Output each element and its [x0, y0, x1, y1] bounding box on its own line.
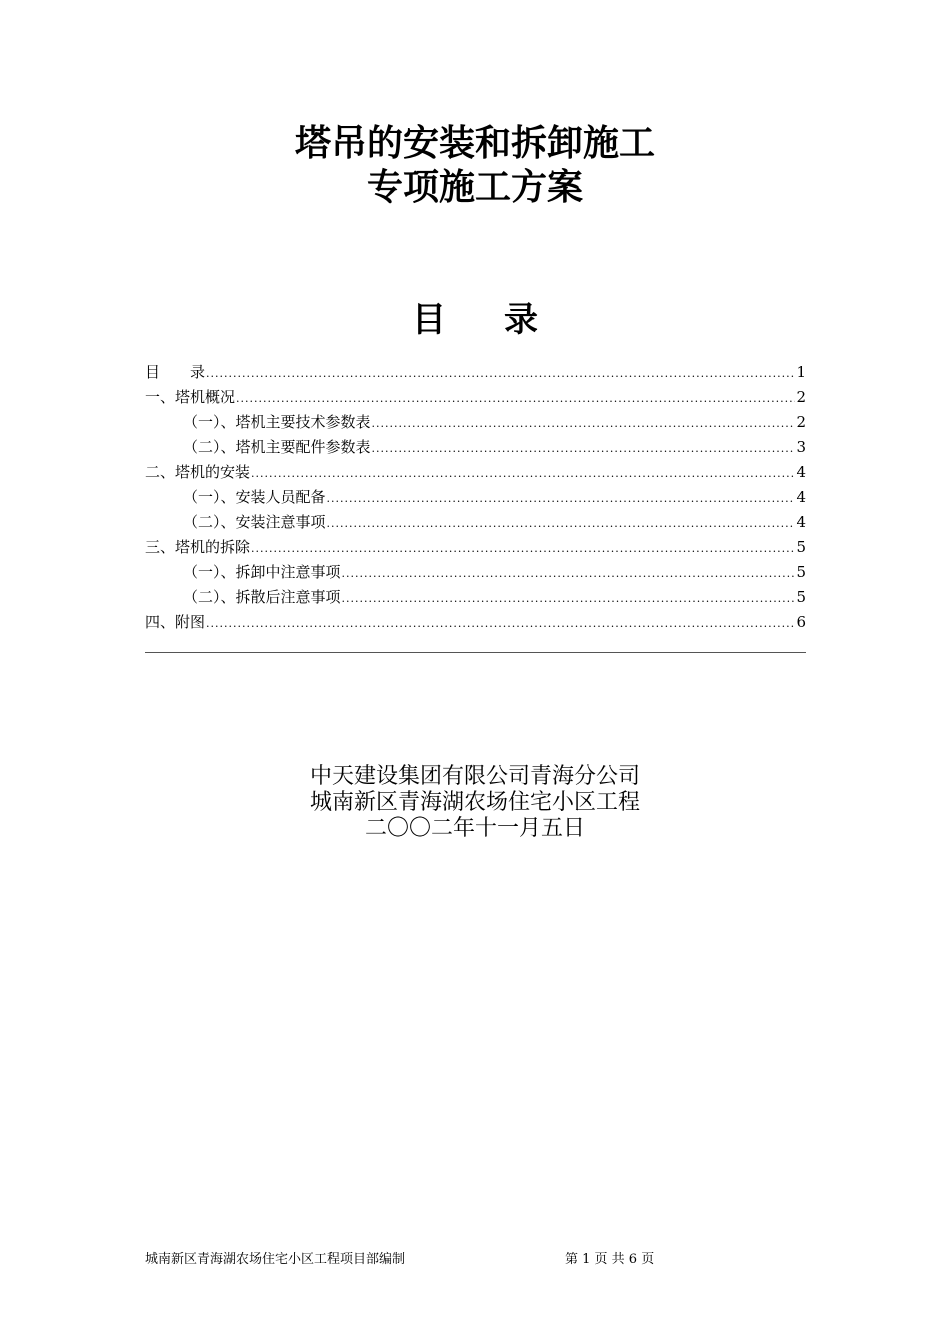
- toc-entry-page: 1: [796, 363, 806, 381]
- toc-entry[interactable]: [145, 535, 806, 560]
- toc-entry-page: 4: [796, 488, 806, 506]
- toc-entry[interactable]: [145, 585, 806, 610]
- toc-entry-label: 二、塔机的安装: [145, 463, 251, 481]
- company-name: 中天建设集团有限公司青海分公司: [309, 764, 640, 789]
- toc-leader-dots: [342, 561, 796, 586]
- toc-entry-page: 5: [796, 588, 806, 606]
- toc-leader-dots: [372, 411, 796, 436]
- toc-leader-dots: [251, 536, 795, 561]
- toc-entry[interactable]: [145, 360, 806, 385]
- divider-line: [145, 652, 806, 653]
- toc-leader-dots: [236, 386, 795, 411]
- toc-heading: 目录: [412, 300, 596, 340]
- toc-leader-dots: [372, 436, 796, 461]
- toc-entry-page: 2: [796, 388, 806, 406]
- toc-leader-dots: [251, 461, 795, 486]
- document-date: 二〇〇二年十一月五日: [364, 816, 585, 841]
- toc-leader-dots: [206, 361, 795, 386]
- toc-entry[interactable]: [145, 460, 806, 485]
- toc-leader-dots: [206, 611, 795, 636]
- footer-compiler: 城南新区青海湖农场住宅小区工程项目部编制: [145, 1252, 406, 1267]
- toc-entry-page: 2: [796, 413, 806, 431]
- footer-page-number: 第 1 页 共 6 页: [565, 1252, 655, 1267]
- toc-entry-label: 三、塔机的拆除: [145, 538, 251, 556]
- table-of-contents: [145, 360, 806, 635]
- toc-entry-label: （二）、塔机主要配件参数表: [183, 438, 371, 456]
- toc-entry-page: 4: [796, 513, 806, 531]
- toc-entry[interactable]: [145, 560, 806, 585]
- toc-entry-label: 目 录: [145, 363, 206, 381]
- toc-entry-page: 5: [796, 563, 806, 581]
- toc-entry-page: 5: [796, 538, 806, 556]
- toc-entry[interactable]: [145, 435, 806, 460]
- toc-entry-label: （二）、拆散后注意事项: [183, 588, 341, 606]
- toc-entry[interactable]: [145, 410, 806, 435]
- project-name: 城南新区青海湖农场住宅小区工程: [309, 790, 640, 815]
- toc-leader-dots: [327, 511, 796, 536]
- toc-leader-dots: [342, 586, 796, 611]
- toc-entry-label: 四、附图: [145, 613, 206, 631]
- toc-entry-label: （二）、安装注意事项: [183, 513, 326, 531]
- toc-entry[interactable]: [145, 610, 806, 635]
- document-title-line-2: 专项施工方案: [366, 167, 583, 208]
- toc-entry-label: （一）、安装人员配备: [183, 488, 326, 506]
- document-title-line-1: 塔吊的安装和拆卸施工: [294, 123, 655, 164]
- toc-entry[interactable]: [145, 485, 806, 510]
- toc-entry-label: （一）、拆卸中注意事项: [183, 563, 341, 581]
- toc-entry-label: （一）、塔机主要技术参数表: [183, 413, 371, 431]
- toc-entry-page: 4: [796, 463, 806, 481]
- toc-entry-label: 一、塔机概况: [145, 388, 236, 406]
- toc-entry-page: 3: [796, 438, 806, 456]
- toc-leader-dots: [327, 486, 796, 511]
- toc-entry-page: 6: [796, 613, 806, 631]
- toc-entry[interactable]: [145, 385, 806, 410]
- toc-entry[interactable]: [145, 510, 806, 535]
